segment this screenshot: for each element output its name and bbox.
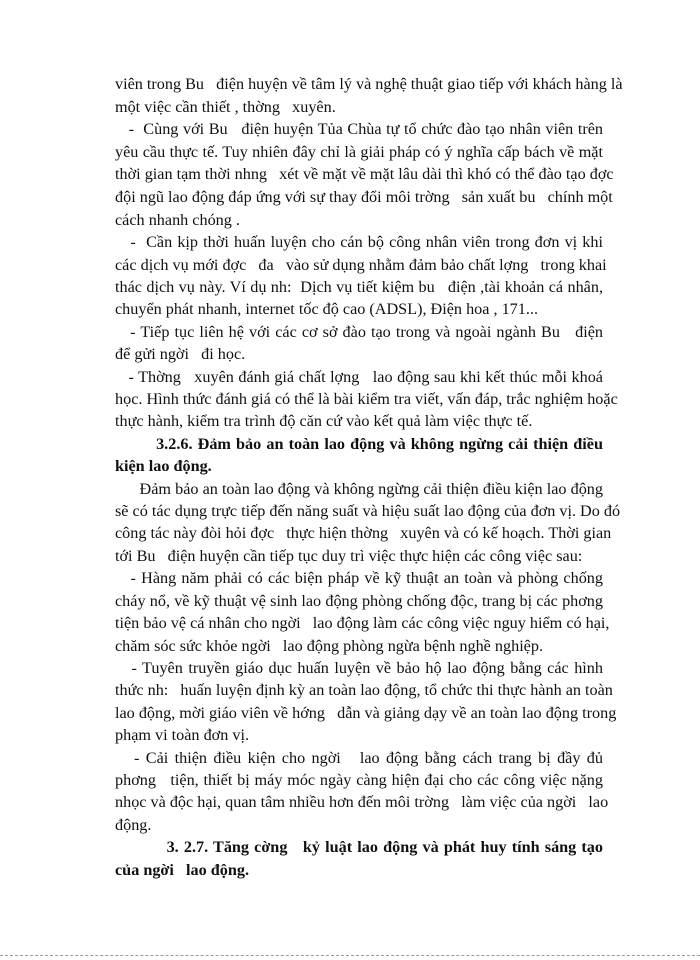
paragraph-line: cháy nổ, về kỹ thuật vệ sinh lao động phòng chống độc, trang bị các phơng [115, 592, 603, 610]
section-heading-line: 3.2.6. Đảm bảo an toàn lao động và không ngừng cải thiện điều [115, 435, 603, 453]
paragraph-line: - Thờng xuyên đánh giá chất lợng lao động sau khi kết thúc mỗi khoá [115, 368, 603, 386]
section-heading-line: 3. 2.7. Tăng cờng kỷ luật lao động và phát huy tính sáng tạo [115, 838, 603, 856]
paragraph-line: - Cải thiện điều kiện cho ngời lao động bằng cách trang bị đầy đủ [115, 749, 603, 767]
paragraph-line: phạm vi toàn đơn vị. [115, 726, 249, 744]
paragraph-line: tới Bu điện huyện cần tiếp tục duy trì việc thực hiện các công việc sau: [115, 547, 583, 565]
paragraph-line: thời gian tạm thời nhng xét về mặt về mặt lâu dài thì khó có thể đào tạo đợc [115, 165, 614, 183]
paragraph-line: thực hành, kiểm tra trình độ căn cứ vào kết quả làm việc thực tế. [115, 412, 533, 430]
paragraph-line: để gửi ngời đi học. [115, 345, 246, 363]
paragraph-line: chuyển phát nhanh, internet tốc độ cao (ADSL), Điện hoa , 171... [115, 300, 539, 318]
paragraph-line: đội ngũ lao động đáp ứng với sự thay đổi môi trờng sản xuất bu chính một [115, 188, 613, 206]
paragraph-line: - Cùng với Bu điện huyện Tủa Chùa tự tổ chức đào tạo nhân viên trên [115, 120, 603, 138]
section-heading-line: của ngời lao động. [115, 861, 249, 879]
paragraph-line: tiện bảo vệ cá nhân cho ngời lao động làm các công việc nguy hiểm có hại, [115, 614, 610, 632]
paragraph-line: chăm sóc sức khỏe ngời lao động phòng ngừa bệnh nghề nghiệp. [115, 637, 544, 655]
paragraph-line: cách nhanh chóng . [115, 211, 240, 229]
paragraph-line: các dịch vụ mới đợc đa vào sử dụng nhằm đảm bảo chất lợng trong khai [115, 256, 607, 274]
paragraph-line: công tác này đòi hỏi đợc thực hiện thờng xuyên và có kế hoạch. Thời gian [115, 524, 612, 542]
paragraph-line: một việc cần thiết , thờng xuyên. [115, 98, 336, 116]
paragraph-line: - Tiếp tục liên hệ với các cơ sở đào tạo trong và ngoài ngành Bu điện [115, 323, 603, 341]
paragraph-line: yêu cầu thực tế. Tuy nhiên đây chỉ là giải pháp có ý nghĩa cấp bách về mặt [115, 143, 603, 161]
paragraph-line: thức nh: huấn luyện định kỳ an toàn lao động, tổ chức thi thực hành an toàn [115, 681, 613, 699]
paragraph-line: sẽ có tác dụng trực tiếp đến năng suất và hiệu suất lao động của đơn vị. Do đó [115, 502, 621, 520]
paragraph-line: động. [115, 816, 152, 834]
paragraph-line: phơng tiện, thiết bị máy móc ngày càng hiện đại cho các công việc nặng [115, 771, 603, 789]
paragraph-line: lao động, mời giáo viên về hớng dẫn và giảng dạy về an toàn lao động trong [115, 704, 617, 722]
paragraph-line: thác dịch vụ này. Ví dụ nh: Dịch vụ tiết kiệm bu điện ,tài khoản cá nhân, [115, 278, 603, 296]
paragraph-line: - Cần kịp thời huấn luyện cho cán bộ công nhân viên trong đơn vị khi [115, 233, 603, 251]
paragraph-line: - Hàng năm phải có các biện pháp về kỹ thuật an toàn và phòng chống [115, 569, 603, 587]
paragraph-line: nhọc và độc hại, quan tâm nhiều hơn đến môi trờng làm việc của ngời lao [115, 793, 609, 811]
page-bottom-divider [0, 955, 700, 956]
paragraph-line: học. Hình thức đánh giá có thể là bài kiểm tra viết, vấn đáp, trắc nghiệm hoặc [115, 390, 618, 408]
paragraph-line: Đảm bảo an toàn lao động và không ngừng cải thiện điều kiện lao động [115, 480, 603, 498]
paragraph-line: - Tuyên truyền giáo dục huấn luyện về bảo hộ lao động bằng các hình [115, 659, 603, 677]
section-heading-line: kiện lao động. [115, 457, 212, 475]
paragraph-line: viên trong Bu điện huyện về tâm lý và nghệ thuật giao tiếp với khách hàng là [115, 75, 623, 93]
